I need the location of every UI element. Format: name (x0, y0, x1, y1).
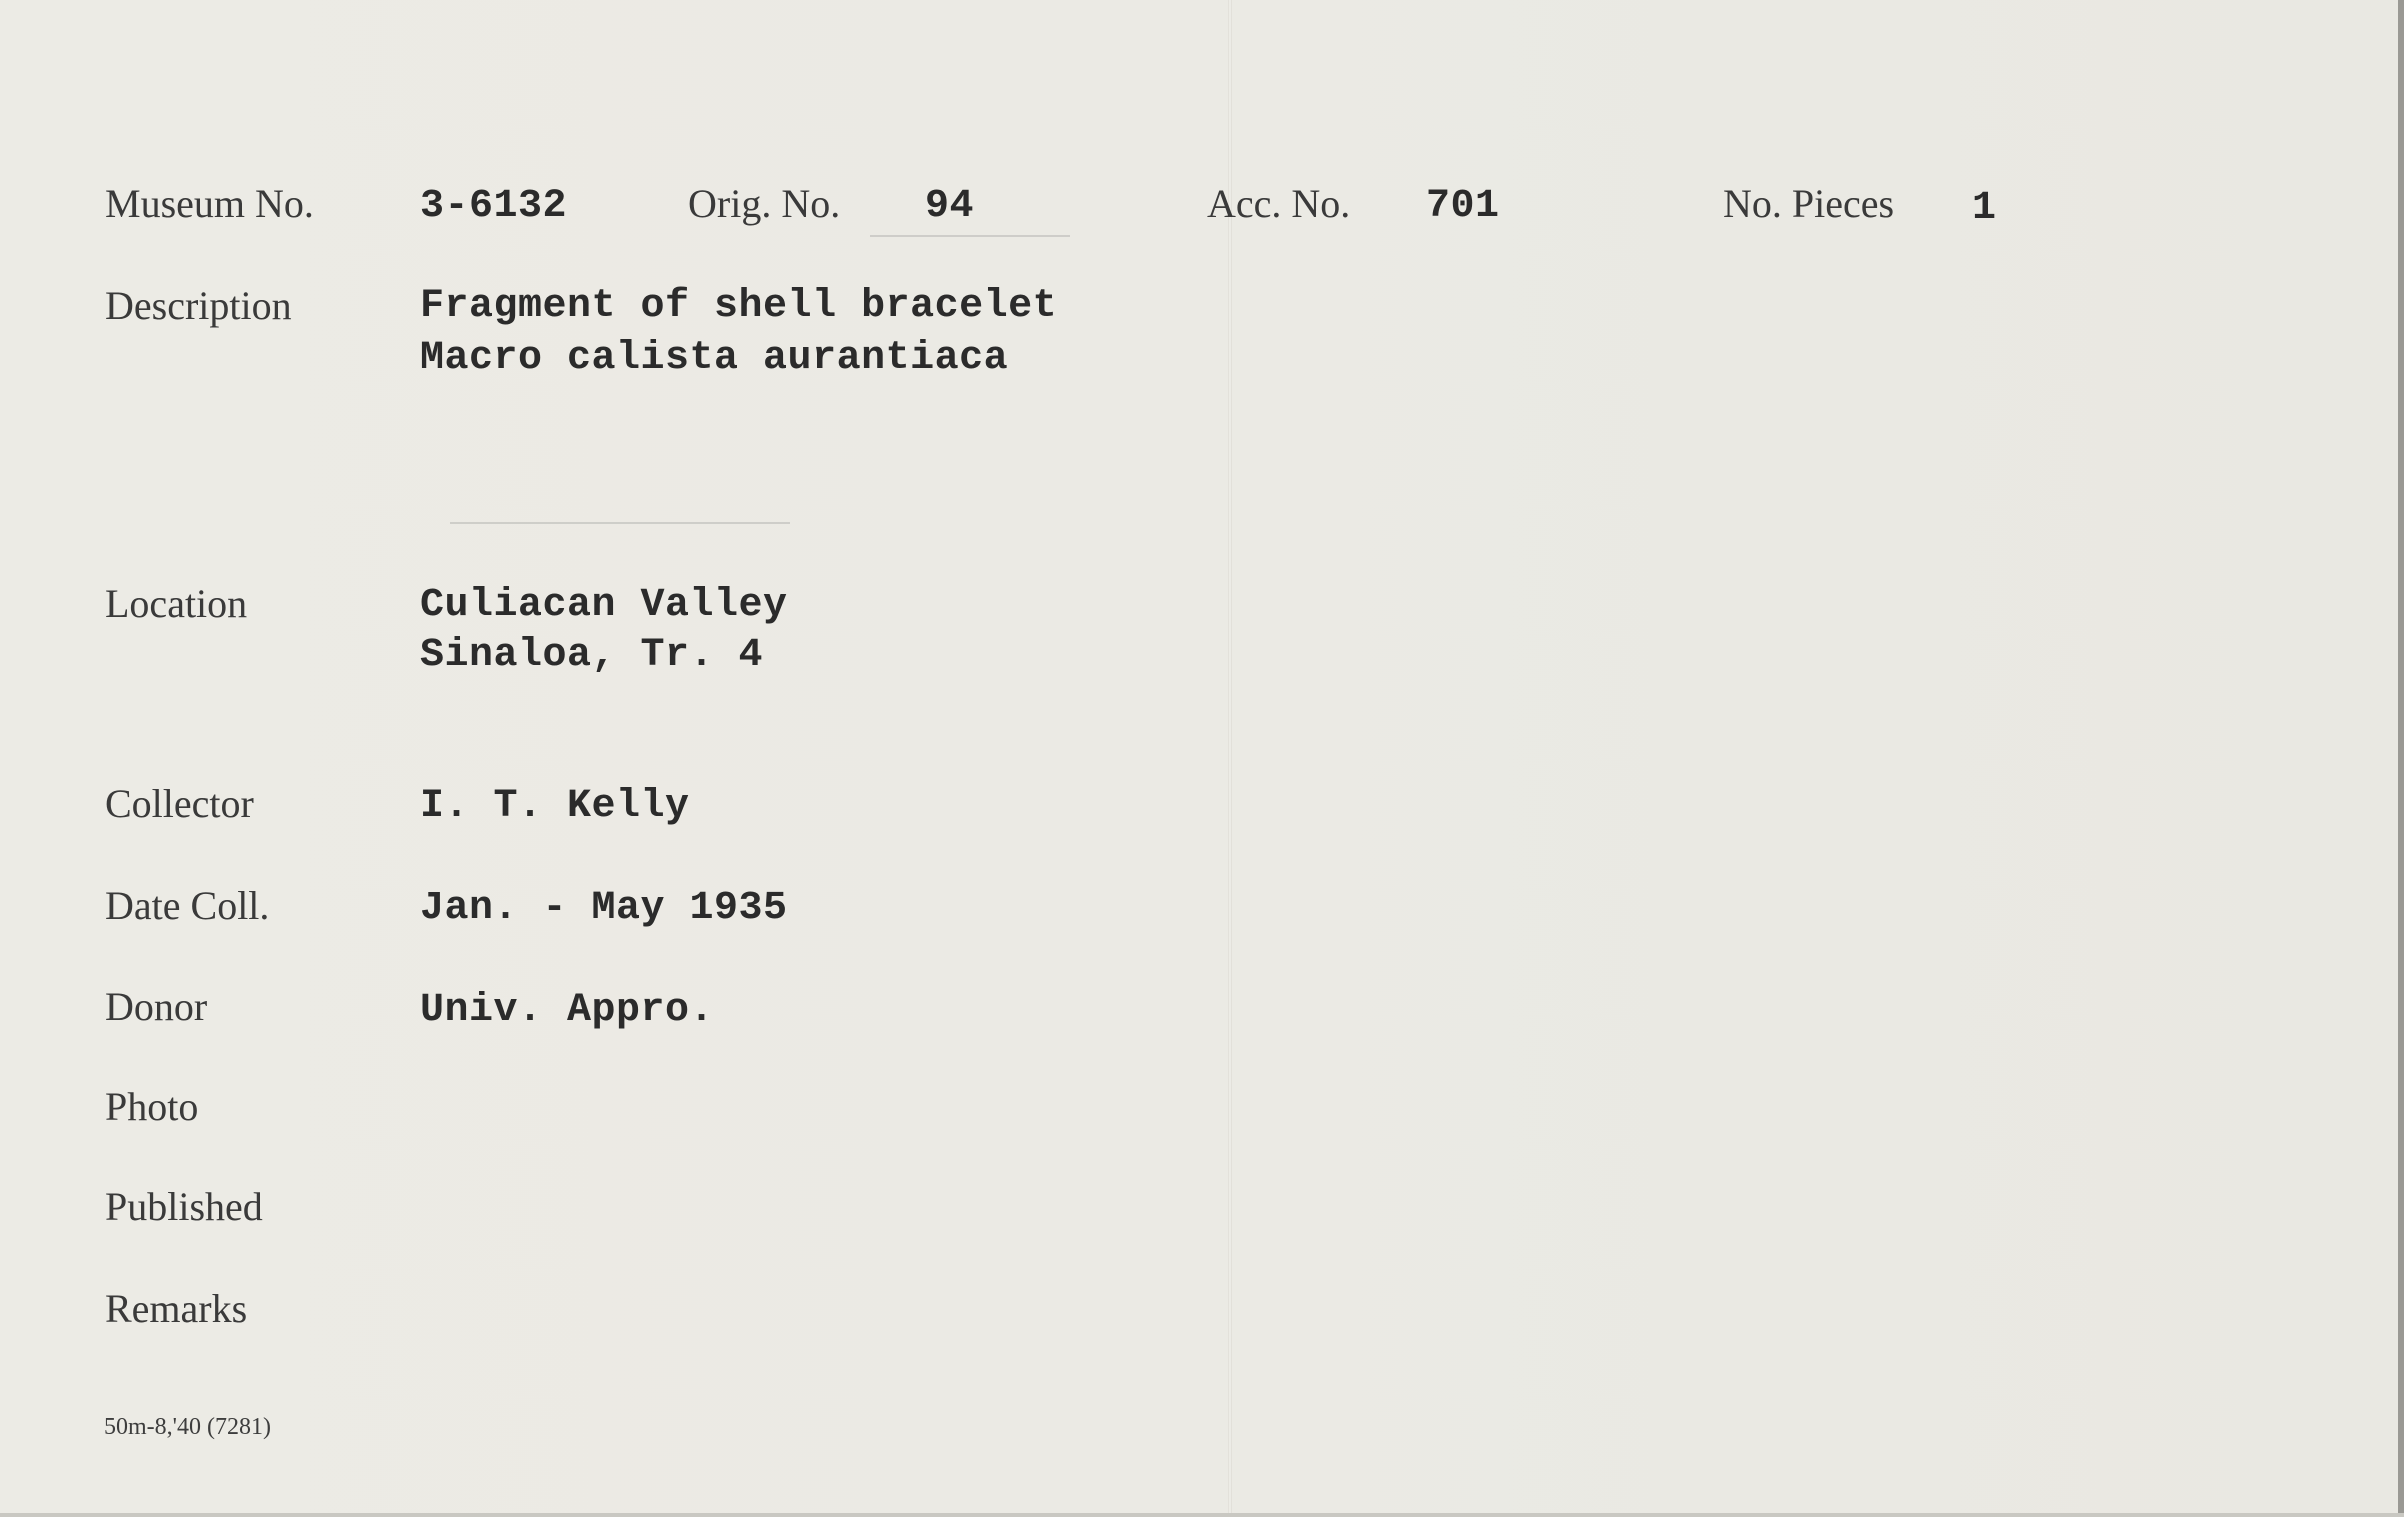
smudge-mark (450, 522, 790, 524)
smudge-mark (870, 235, 1070, 237)
print-code: 50m-8,'40 (7281) (104, 1414, 271, 1440)
donor-label: Donor (105, 984, 208, 1029)
acc-no-label: Acc. No. (1207, 181, 1351, 226)
photo-label: Photo (105, 1084, 199, 1129)
description-label: Description (105, 283, 292, 328)
orig-no-value: 94 (925, 184, 975, 229)
museum-no-value: 3-6132 (420, 184, 568, 229)
location-line: Sinaloa, Tr. 4 (420, 633, 764, 678)
location-label: Location (105, 581, 248, 626)
published-label: Published (105, 1184, 263, 1229)
date-coll-label: Date Coll. (105, 883, 270, 928)
card-fold-line (1228, 0, 1232, 1517)
date-coll-value: Jan. - May 1935 (420, 886, 788, 931)
card-edge-shadow (2398, 0, 2404, 1517)
museum-no-label: Museum No. (105, 181, 314, 226)
remarks-label: Remarks (105, 1286, 248, 1331)
acc-no-value: 701 (1426, 184, 1500, 229)
card-bottom-edge (0, 1513, 2404, 1517)
no-pieces-value: 1 (1972, 186, 1997, 231)
donor-value: Univ. Appro. (420, 988, 715, 1033)
description-line: Macro calista aurantiaca (420, 336, 1009, 381)
description-line: Fragment of shell bracelet (420, 284, 1058, 329)
collector-value: I. T. Kelly (420, 784, 690, 829)
collector-label: Collector (105, 781, 254, 826)
orig-no-label: Orig. No. (688, 181, 841, 226)
no-pieces-label: No. Pieces (1723, 181, 1895, 226)
location-line: Culiacan Valley (420, 583, 788, 628)
